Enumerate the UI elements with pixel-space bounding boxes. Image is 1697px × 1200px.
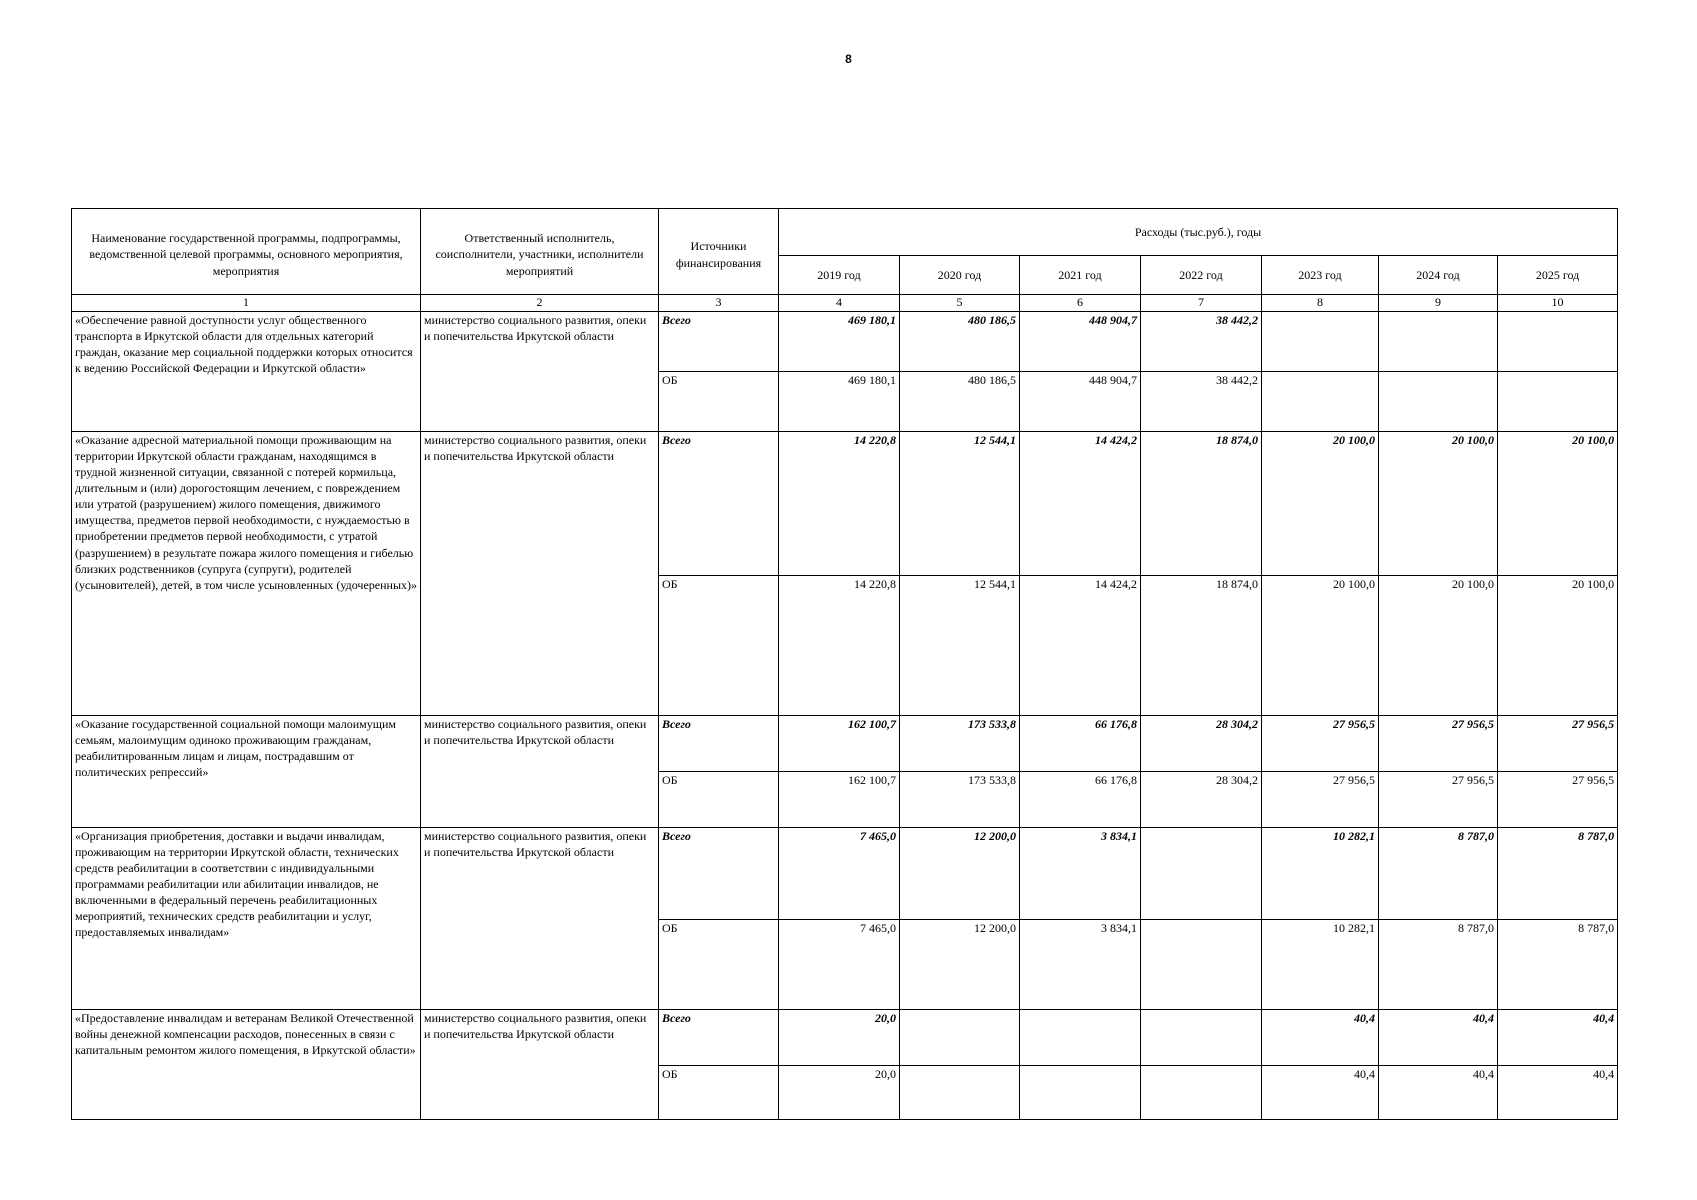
- value-cell: 8 787,0: [1379, 828, 1498, 920]
- value-cell: 8 787,0: [1498, 920, 1618, 1010]
- value-cell: 12 200,0: [900, 920, 1020, 1010]
- value-cell: 27 956,5: [1498, 716, 1618, 772]
- header-year: 2024 год: [1379, 256, 1498, 295]
- value-cell: 3 834,1: [1020, 920, 1141, 1010]
- value-cell: [1498, 312, 1618, 372]
- value-cell: [1020, 1010, 1141, 1066]
- table-row-total: [72, 828, 1618, 920]
- value-cell: 8 787,0: [1498, 828, 1618, 920]
- value-cell: [1141, 828, 1262, 920]
- value-cell: 12 544,1: [900, 432, 1020, 576]
- value-cell: 40,4: [1262, 1010, 1379, 1066]
- source-ob-label: ОБ: [659, 920, 779, 1010]
- value-cell: 10 282,1: [1262, 828, 1379, 920]
- source-ob-label: ОБ: [659, 772, 779, 828]
- value-cell: 469 180,1: [779, 312, 900, 372]
- value-cell: 8 787,0: [1379, 920, 1498, 1010]
- source-total-label: Всего: [659, 828, 779, 920]
- column-number: 1: [72, 295, 421, 312]
- value-cell: 14 220,8: [779, 432, 900, 576]
- value-cell: 38 442,2: [1141, 372, 1262, 432]
- value-cell: 66 176,8: [1020, 716, 1141, 772]
- value-cell: 18 874,0: [1141, 576, 1262, 716]
- executor-name: министерство социального развития, опеки и попечительства Иркутской области: [421, 1010, 659, 1120]
- value-cell: [1020, 1066, 1141, 1120]
- header-year: 2025 год: [1498, 256, 1618, 295]
- value-cell: 14 220,8: [779, 576, 900, 716]
- source-ob-label: ОБ: [659, 1066, 779, 1120]
- source-ob-label: ОБ: [659, 576, 779, 716]
- value-cell: 27 956,5: [1379, 772, 1498, 828]
- value-cell: 66 176,8: [1020, 772, 1141, 828]
- value-cell: [1262, 372, 1379, 432]
- header-expenses: Расходы (тыс.руб.), годы: [779, 209, 1618, 256]
- value-cell: 20,0: [779, 1066, 900, 1120]
- column-number: 8: [1262, 295, 1379, 312]
- value-cell: [1379, 312, 1498, 372]
- executor-name: министерство социального развития, опеки и попечительства Иркутской области: [421, 716, 659, 828]
- column-number: 6: [1020, 295, 1141, 312]
- value-cell: 480 186,5: [900, 312, 1020, 372]
- value-cell: 7 465,0: [779, 920, 900, 1010]
- value-cell: 20 100,0: [1262, 432, 1379, 576]
- header-year: 2020 год: [900, 256, 1020, 295]
- table-row-total: [72, 432, 1618, 576]
- source-total-label: Всего: [659, 312, 779, 372]
- column-number: 5: [900, 295, 1020, 312]
- measure-name: «Предоставление инвалидам и ветеранам Великой Отечественной войны денежной компенсации расходов, понесенных в связи с капитальным ремонтом жилого помещения, в Иркутской области»: [72, 1010, 421, 1120]
- value-cell: 40,4: [1379, 1010, 1498, 1066]
- header-name-column: Наименование государственной программы, подпрограммы, ведомственной целевой программы, основного мероприятия, мероприятия: [72, 209, 421, 295]
- value-cell: [1498, 372, 1618, 432]
- value-cell: [900, 1066, 1020, 1120]
- value-cell: 173 533,8: [900, 716, 1020, 772]
- value-cell: [1262, 312, 1379, 372]
- value-cell: 7 465,0: [779, 828, 900, 920]
- value-cell: 3 834,1: [1020, 828, 1141, 920]
- column-number: 4: [779, 295, 900, 312]
- header-year: 2022 год: [1141, 256, 1262, 295]
- header-year: 2021 год: [1020, 256, 1141, 295]
- value-cell: 469 180,1: [779, 372, 900, 432]
- value-cell: [1379, 372, 1498, 432]
- measure-name: «Оказание государственной социальной помощи малоимущим семьям, малоимущим одиноко проживающим гражданам, реабилитированным лицам и лицам, пострадавшим от политических репрессий»: [72, 716, 421, 828]
- executor-name: министерство социального развития, опеки и попечительства Иркутской области: [421, 828, 659, 1010]
- executor-name: министерство социального развития, опеки и попечительства Иркутской области: [421, 432, 659, 716]
- column-number: 10: [1498, 295, 1618, 312]
- value-cell: 162 100,7: [779, 716, 900, 772]
- value-cell: 173 533,8: [900, 772, 1020, 828]
- table-row-total: [72, 1010, 1618, 1066]
- value-cell: [1141, 1010, 1262, 1066]
- header-year: 2023 год: [1262, 256, 1379, 295]
- value-cell: 448 904,7: [1020, 372, 1141, 432]
- value-cell: 12 200,0: [900, 828, 1020, 920]
- source-total-label: Всего: [659, 716, 779, 772]
- column-number: 9: [1379, 295, 1498, 312]
- value-cell: 27 956,5: [1262, 772, 1379, 828]
- table-row-total: [72, 312, 1618, 372]
- value-cell: 40,4: [1498, 1010, 1618, 1066]
- value-cell: 14 424,2: [1020, 576, 1141, 716]
- source-ob-label: ОБ: [659, 372, 779, 432]
- measure-name: «Оказание адресной материальной помощи проживающим на территории Иркутской области гражданам, находящимся в трудной жизненной ситуации, связанной с потерей кормильца, длительным и (или) дорогостоящим лечением, с повреждением или утратой (разрушением) жилого помещения, движимого имущества, предметов первой необходимости, с нуждаемостью в приобретении предметов первой необходимости, с утратой (разрушением) в результате пожара жилого помещения и гибелью близких родственников (супруга (супруги), родителей (усыновителей), детей, в том числе усыновленных (удочеренных)»: [72, 432, 421, 716]
- value-cell: [1141, 920, 1262, 1010]
- value-cell: 27 956,5: [1379, 716, 1498, 772]
- value-cell: 40,4: [1379, 1066, 1498, 1120]
- value-cell: 448 904,7: [1020, 312, 1141, 372]
- value-cell: 20 100,0: [1498, 576, 1618, 716]
- value-cell: 20 100,0: [1379, 432, 1498, 576]
- page-number: 8: [845, 52, 852, 66]
- value-cell: 27 956,5: [1262, 716, 1379, 772]
- value-cell: 18 874,0: [1141, 432, 1262, 576]
- budget-table: [71, 208, 1618, 1120]
- header-year: 2019 год: [779, 256, 900, 295]
- column-number: 2: [421, 295, 659, 312]
- header-source-column: Источники финансирования: [659, 209, 779, 295]
- value-cell: [900, 1010, 1020, 1066]
- value-cell: 480 186,5: [900, 372, 1020, 432]
- column-number: 3: [659, 295, 779, 312]
- value-cell: 20 100,0: [1262, 576, 1379, 716]
- table-row-total: [72, 716, 1618, 772]
- value-cell: 40,4: [1498, 1066, 1618, 1120]
- source-total-label: Всего: [659, 432, 779, 576]
- value-cell: 28 304,2: [1141, 716, 1262, 772]
- source-total-label: Всего: [659, 1010, 779, 1066]
- value-cell: 27 956,5: [1498, 772, 1618, 828]
- value-cell: 40,4: [1262, 1066, 1379, 1120]
- value-cell: 38 442,2: [1141, 312, 1262, 372]
- value-cell: 162 100,7: [779, 772, 900, 828]
- measure-name: «Обеспечение равной доступности услуг общественного транспорта в Иркутской области для отдельных категорий граждан, оказание мер социальной поддержки которых относится к ведению Российской Федерации и Иркутской области»: [72, 312, 421, 432]
- column-number: 7: [1141, 295, 1262, 312]
- value-cell: 12 544,1: [900, 576, 1020, 716]
- executor-name: министерство социального развития, опеки и попечительства Иркутской области: [421, 312, 659, 432]
- value-cell: 20,0: [779, 1010, 900, 1066]
- value-cell: 14 424,2: [1020, 432, 1141, 576]
- value-cell: 28 304,2: [1141, 772, 1262, 828]
- value-cell: 10 282,1: [1262, 920, 1379, 1010]
- header-executor-column: Ответственный исполнитель, соисполнители, участники, исполнители мероприятий: [421, 209, 659, 295]
- value-cell: 20 100,0: [1498, 432, 1618, 576]
- value-cell: 20 100,0: [1379, 576, 1498, 716]
- measure-name: «Организация приобретения, доставки и выдачи инвалидам, проживающим на территории Иркутской области, технических средств реабилитации в соответствии с индивидуальными программами реабилитации или абилитации инвалидов, не включенными в федеральный перечень реабилитационных мероприятий, технических средств реабилитации и услуг, предоставляемых инвалидам»: [72, 828, 421, 1010]
- value-cell: [1141, 1066, 1262, 1120]
